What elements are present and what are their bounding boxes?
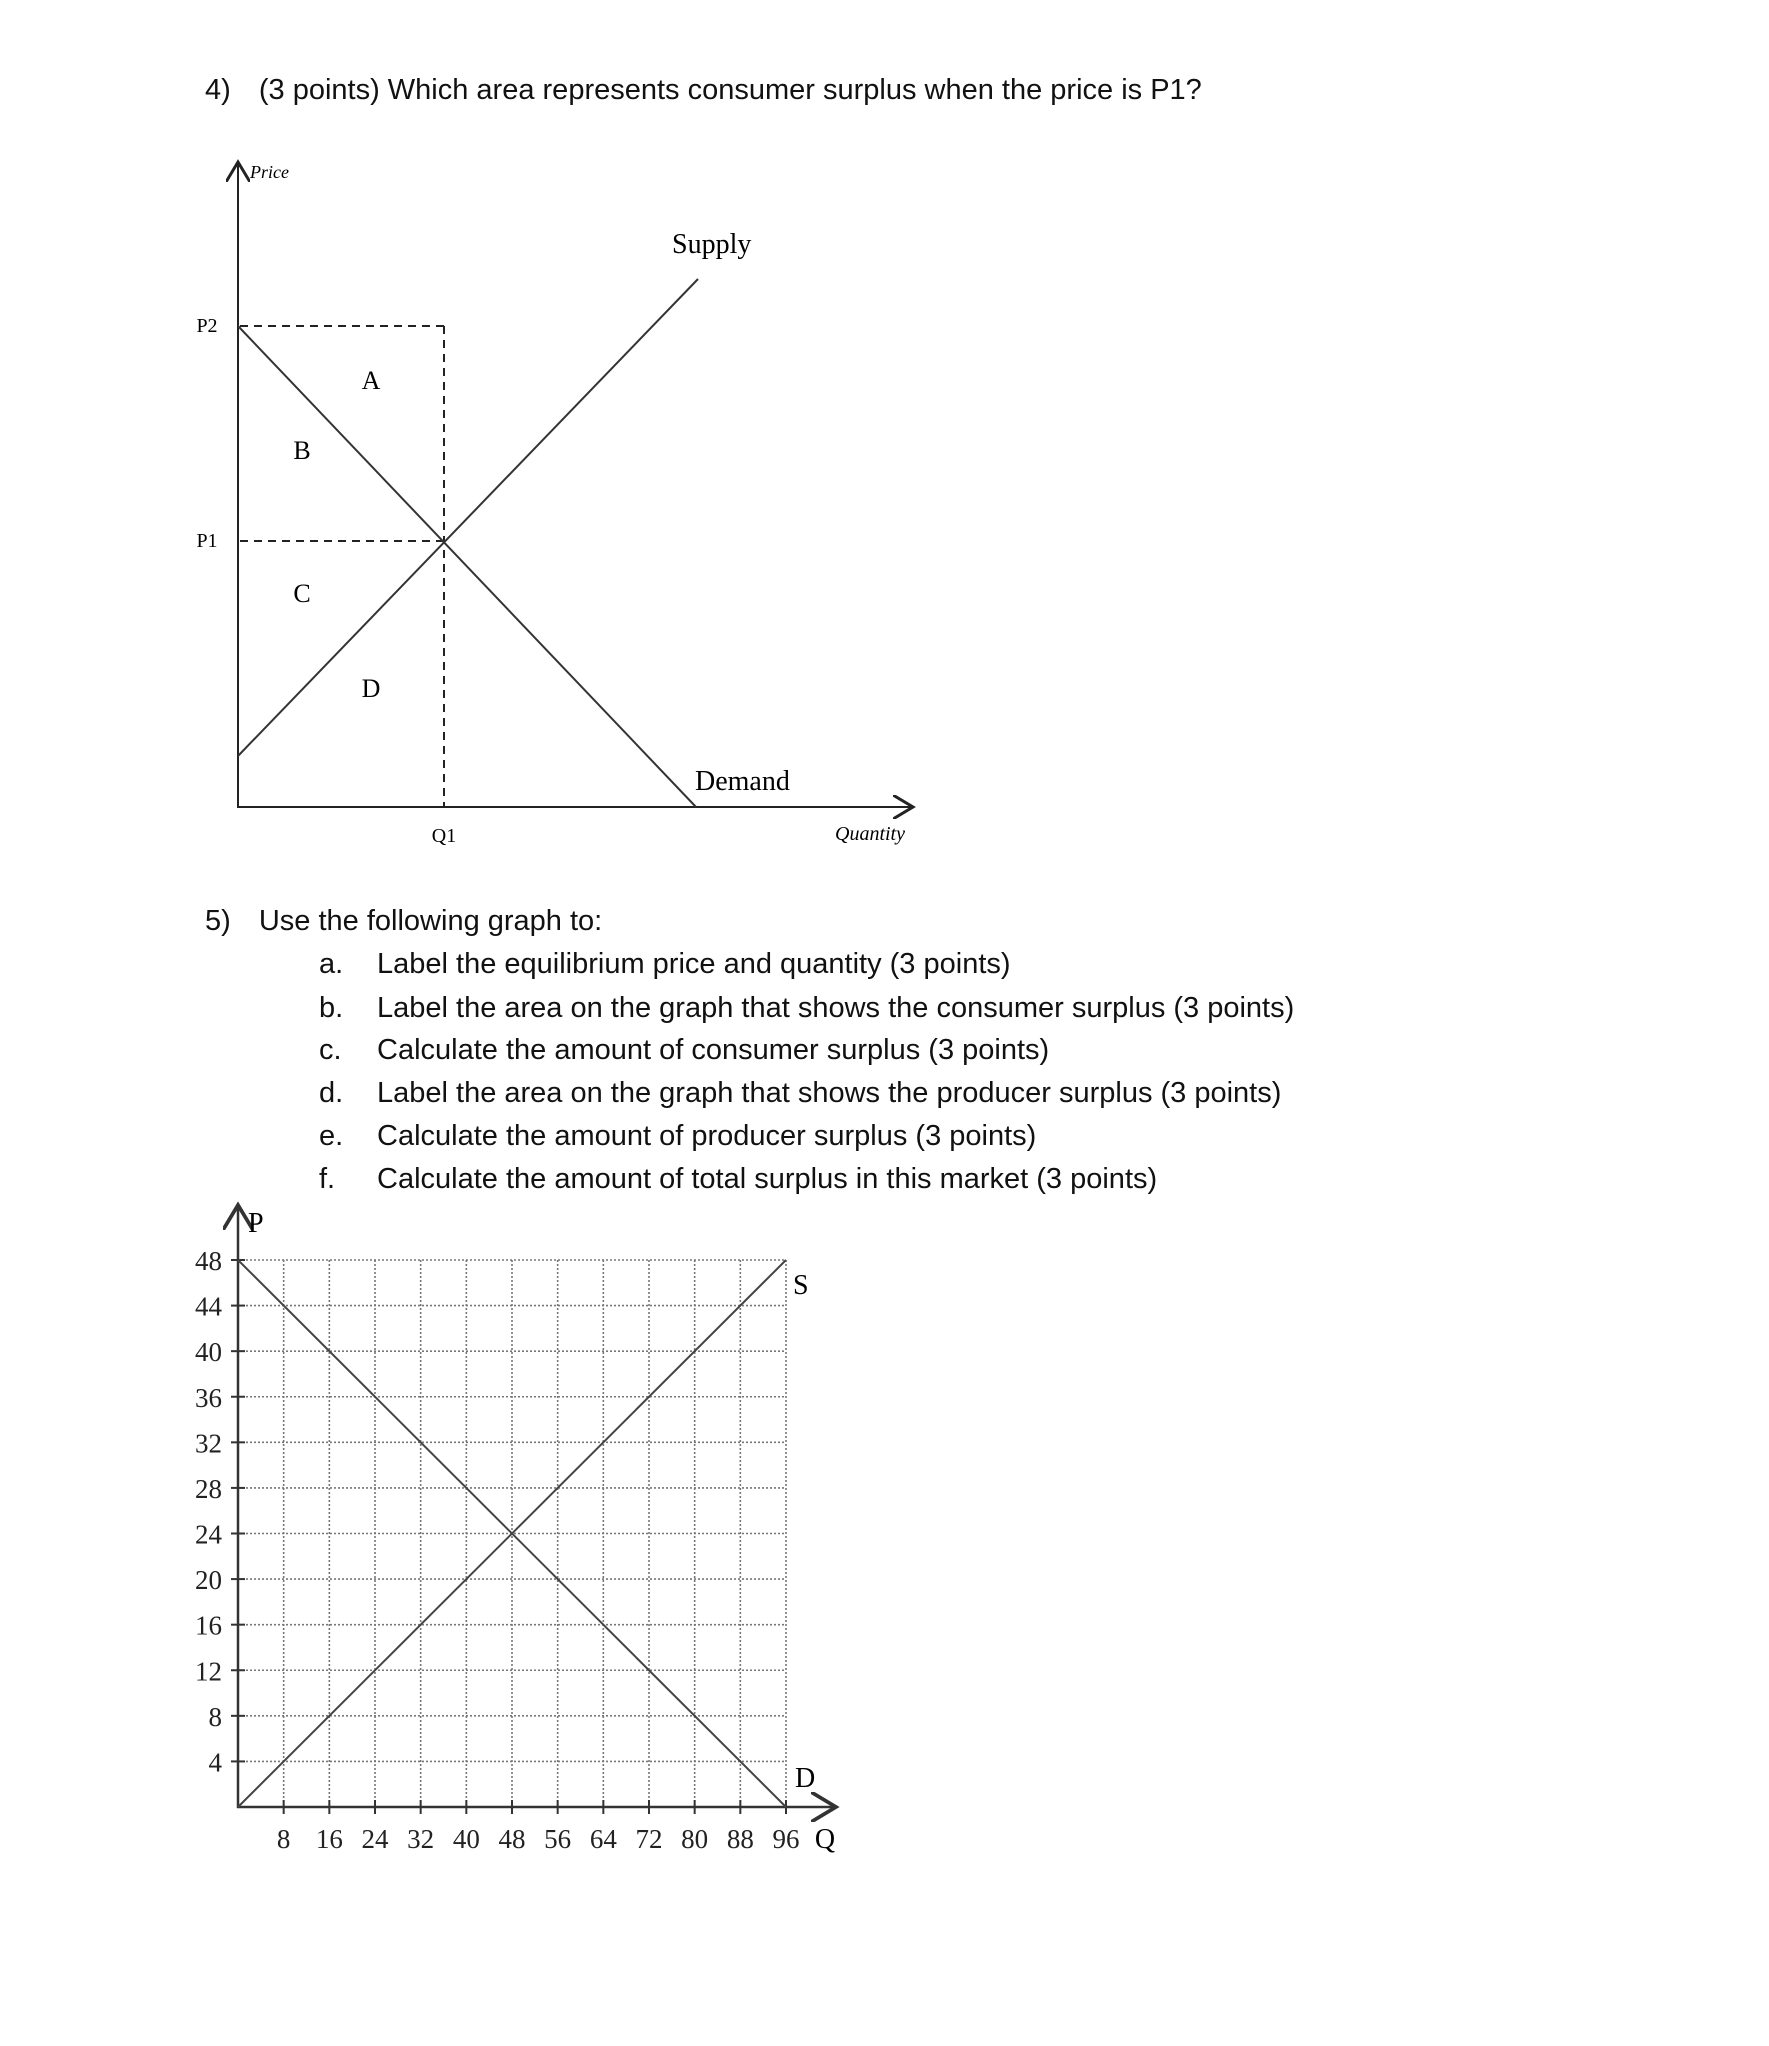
x-tick-label: 88 (726, 1824, 754, 1854)
x-tick-label: 24 (361, 1824, 389, 1854)
supply-demand-diagram (0, 0, 1769, 900)
question-5-text: Use the following graph to: (258, 905, 603, 937)
item-text: Calculate the amount of total surplus in this market (3 points) (377, 1163, 1158, 1195)
item-letter: b. (319, 992, 344, 1024)
question-5-item (319, 1034, 1049, 1067)
x-tick-label: 96 (772, 1824, 800, 1854)
demand-label: D (795, 1763, 816, 1794)
item-text: Calculate the amount of producer surplus (3 points) (377, 1120, 1037, 1152)
item-text: Label the equilibrium price and quantity (3 points) (377, 948, 1011, 980)
item-text: Calculate the amount of consumer surplus (3 points) (377, 1034, 1050, 1066)
question-4-number: 4) (205, 74, 231, 106)
y-tick-label: 40 (195, 1337, 222, 1368)
area-b-label: B (293, 436, 311, 465)
y-tick-label: 48 (195, 1246, 222, 1276)
x-tick-label: 72 (635, 1824, 663, 1854)
y-tick-label: 24 (195, 1519, 222, 1550)
x-tick-label: 32 (407, 1824, 435, 1854)
x-axis-label: Q (814, 1824, 836, 1855)
supply-label: Supply (672, 229, 752, 260)
question-5-number: 5) (205, 905, 231, 937)
question-5 (205, 905, 602, 938)
y-tick-label: 20 (195, 1565, 222, 1596)
question-5-item (319, 1120, 1036, 1153)
demand-line (238, 1260, 786, 1807)
area-c-label: C (293, 579, 311, 608)
y-axis-label: Price (250, 162, 289, 182)
x-axis-label: Quantity (835, 823, 905, 845)
supply-label: S (793, 1270, 809, 1301)
y-axis-label: P (248, 1208, 264, 1239)
x-tick-label: 64 (589, 1824, 617, 1854)
question-5-item (319, 992, 1294, 1025)
question-5-item (319, 948, 1011, 981)
y-tick-label: 16 (195, 1610, 222, 1641)
q1-label: Q1 (431, 825, 457, 847)
x-tick-label: 16 (315, 1824, 343, 1854)
y-tick-label: 12 (195, 1656, 222, 1687)
p1-label: P1 (196, 530, 218, 552)
x-tick-label: 8 (276, 1824, 291, 1854)
item-letter: a. (319, 948, 344, 980)
x-tick-label: 56 (544, 1824, 572, 1854)
demand-label: Demand (695, 766, 790, 797)
x-tick-label: 80 (681, 1824, 709, 1854)
area-d-label: D (361, 674, 381, 703)
y-tick-label: 36 (195, 1382, 222, 1413)
question-4-text: (3 points) Which area represents consumer surplus when the price is P1? (258, 74, 1202, 106)
item-letter: d. (319, 1077, 344, 1109)
question-5-item (319, 1077, 1281, 1110)
supply-curve (238, 279, 698, 756)
x-tick-label: 40 (452, 1824, 480, 1854)
area-a-label: A (361, 366, 381, 395)
y-tick-label: 4 (208, 1747, 222, 1778)
item-letter: c. (319, 1034, 342, 1066)
item-letter: f. (319, 1163, 336, 1195)
item-text: Label the area on the graph that shows the producer surplus (3 points) (377, 1077, 1282, 1109)
item-text: Label the area on the graph that shows the consumer surplus (3 points) (377, 992, 1295, 1024)
p2-label: P2 (196, 315, 218, 337)
item-letter: e. (319, 1120, 344, 1152)
y-tick-label: 44 (195, 1291, 222, 1322)
question-5-item (319, 1163, 1157, 1196)
y-tick-label: 28 (195, 1473, 222, 1504)
supply-line (238, 1260, 786, 1807)
x-tick-label: 48 (498, 1824, 526, 1854)
y-tick-label: 8 (208, 1701, 222, 1732)
demand-curve (238, 326, 696, 807)
y-tick-label: 32 (195, 1428, 222, 1459)
